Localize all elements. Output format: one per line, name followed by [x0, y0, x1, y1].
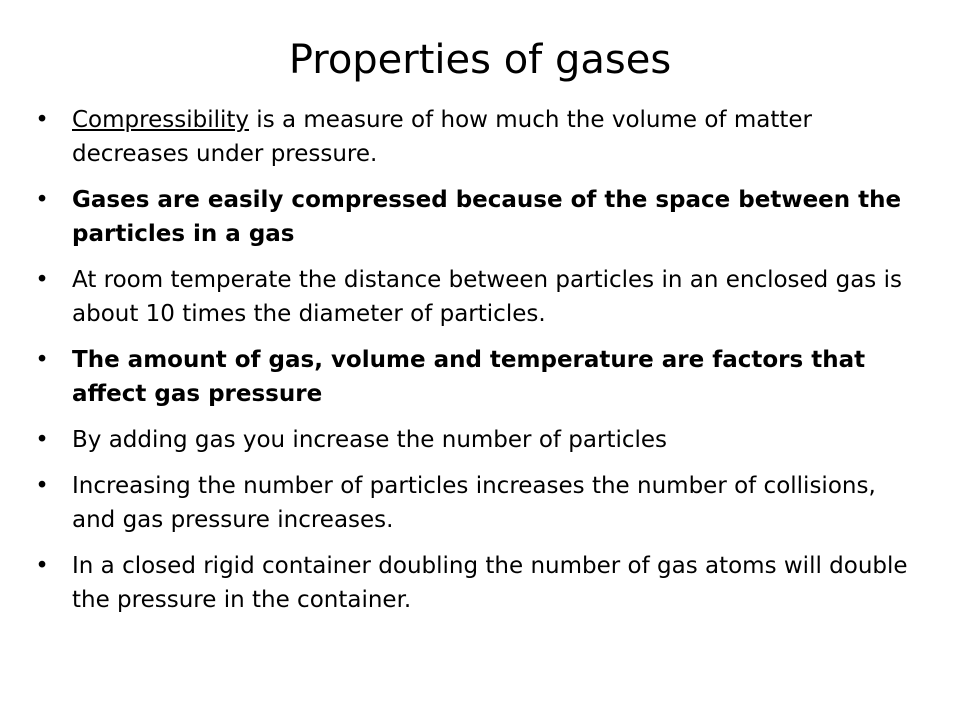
- bullet-text: At room temperate the distance between particles in an enclosed gas is about 10 times the diameter of particles.: [72, 267, 902, 327]
- bullet-list: [35, 103, 912, 629]
- bullet-dot-icon: •: [35, 187, 49, 213]
- bullet-dot-icon: •: [35, 427, 49, 453]
- bullet-item-rigid-container: [35, 549, 912, 617]
- bullet-dot-icon: •: [35, 473, 49, 499]
- bullet-item-pressure-factors: [35, 343, 912, 411]
- bullet-dot-icon: •: [35, 347, 49, 373]
- underlined-term: Compressibility: [72, 107, 249, 133]
- bullet-text: [72, 107, 812, 167]
- bullet-item-compressibility: [35, 103, 912, 171]
- bullet-item-adding-gas: [35, 423, 912, 457]
- bullet-text: By adding gas you increase the number of particles: [72, 427, 668, 453]
- bullet-text: Increasing the number of particles increases the number of collisions, and gas pressure increases.: [72, 473, 876, 533]
- bullet-dot-icon: •: [35, 553, 49, 579]
- bullet-item-collisions: [35, 469, 912, 537]
- bullet-item-easily-compressed: [35, 183, 912, 251]
- bullet-text: Gases are easily compressed because of the space between the particles in a gas: [72, 187, 902, 247]
- bullet-dot-icon: •: [35, 267, 49, 293]
- bullet-text: The amount of gas, volume and temperature are factors that affect gas pressure: [72, 347, 866, 407]
- bullet-item-room-temperature: [35, 263, 912, 331]
- bullet-text: In a closed rigid container doubling the number of gas atoms will double the pressure in the container.: [72, 553, 908, 613]
- bullet-dot-icon: •: [35, 107, 49, 133]
- bullet-text-rest: is a measure of how much the volume of matter decreases under pressure.: [72, 107, 812, 167]
- slide-title: Properties of gases: [288, 37, 672, 83]
